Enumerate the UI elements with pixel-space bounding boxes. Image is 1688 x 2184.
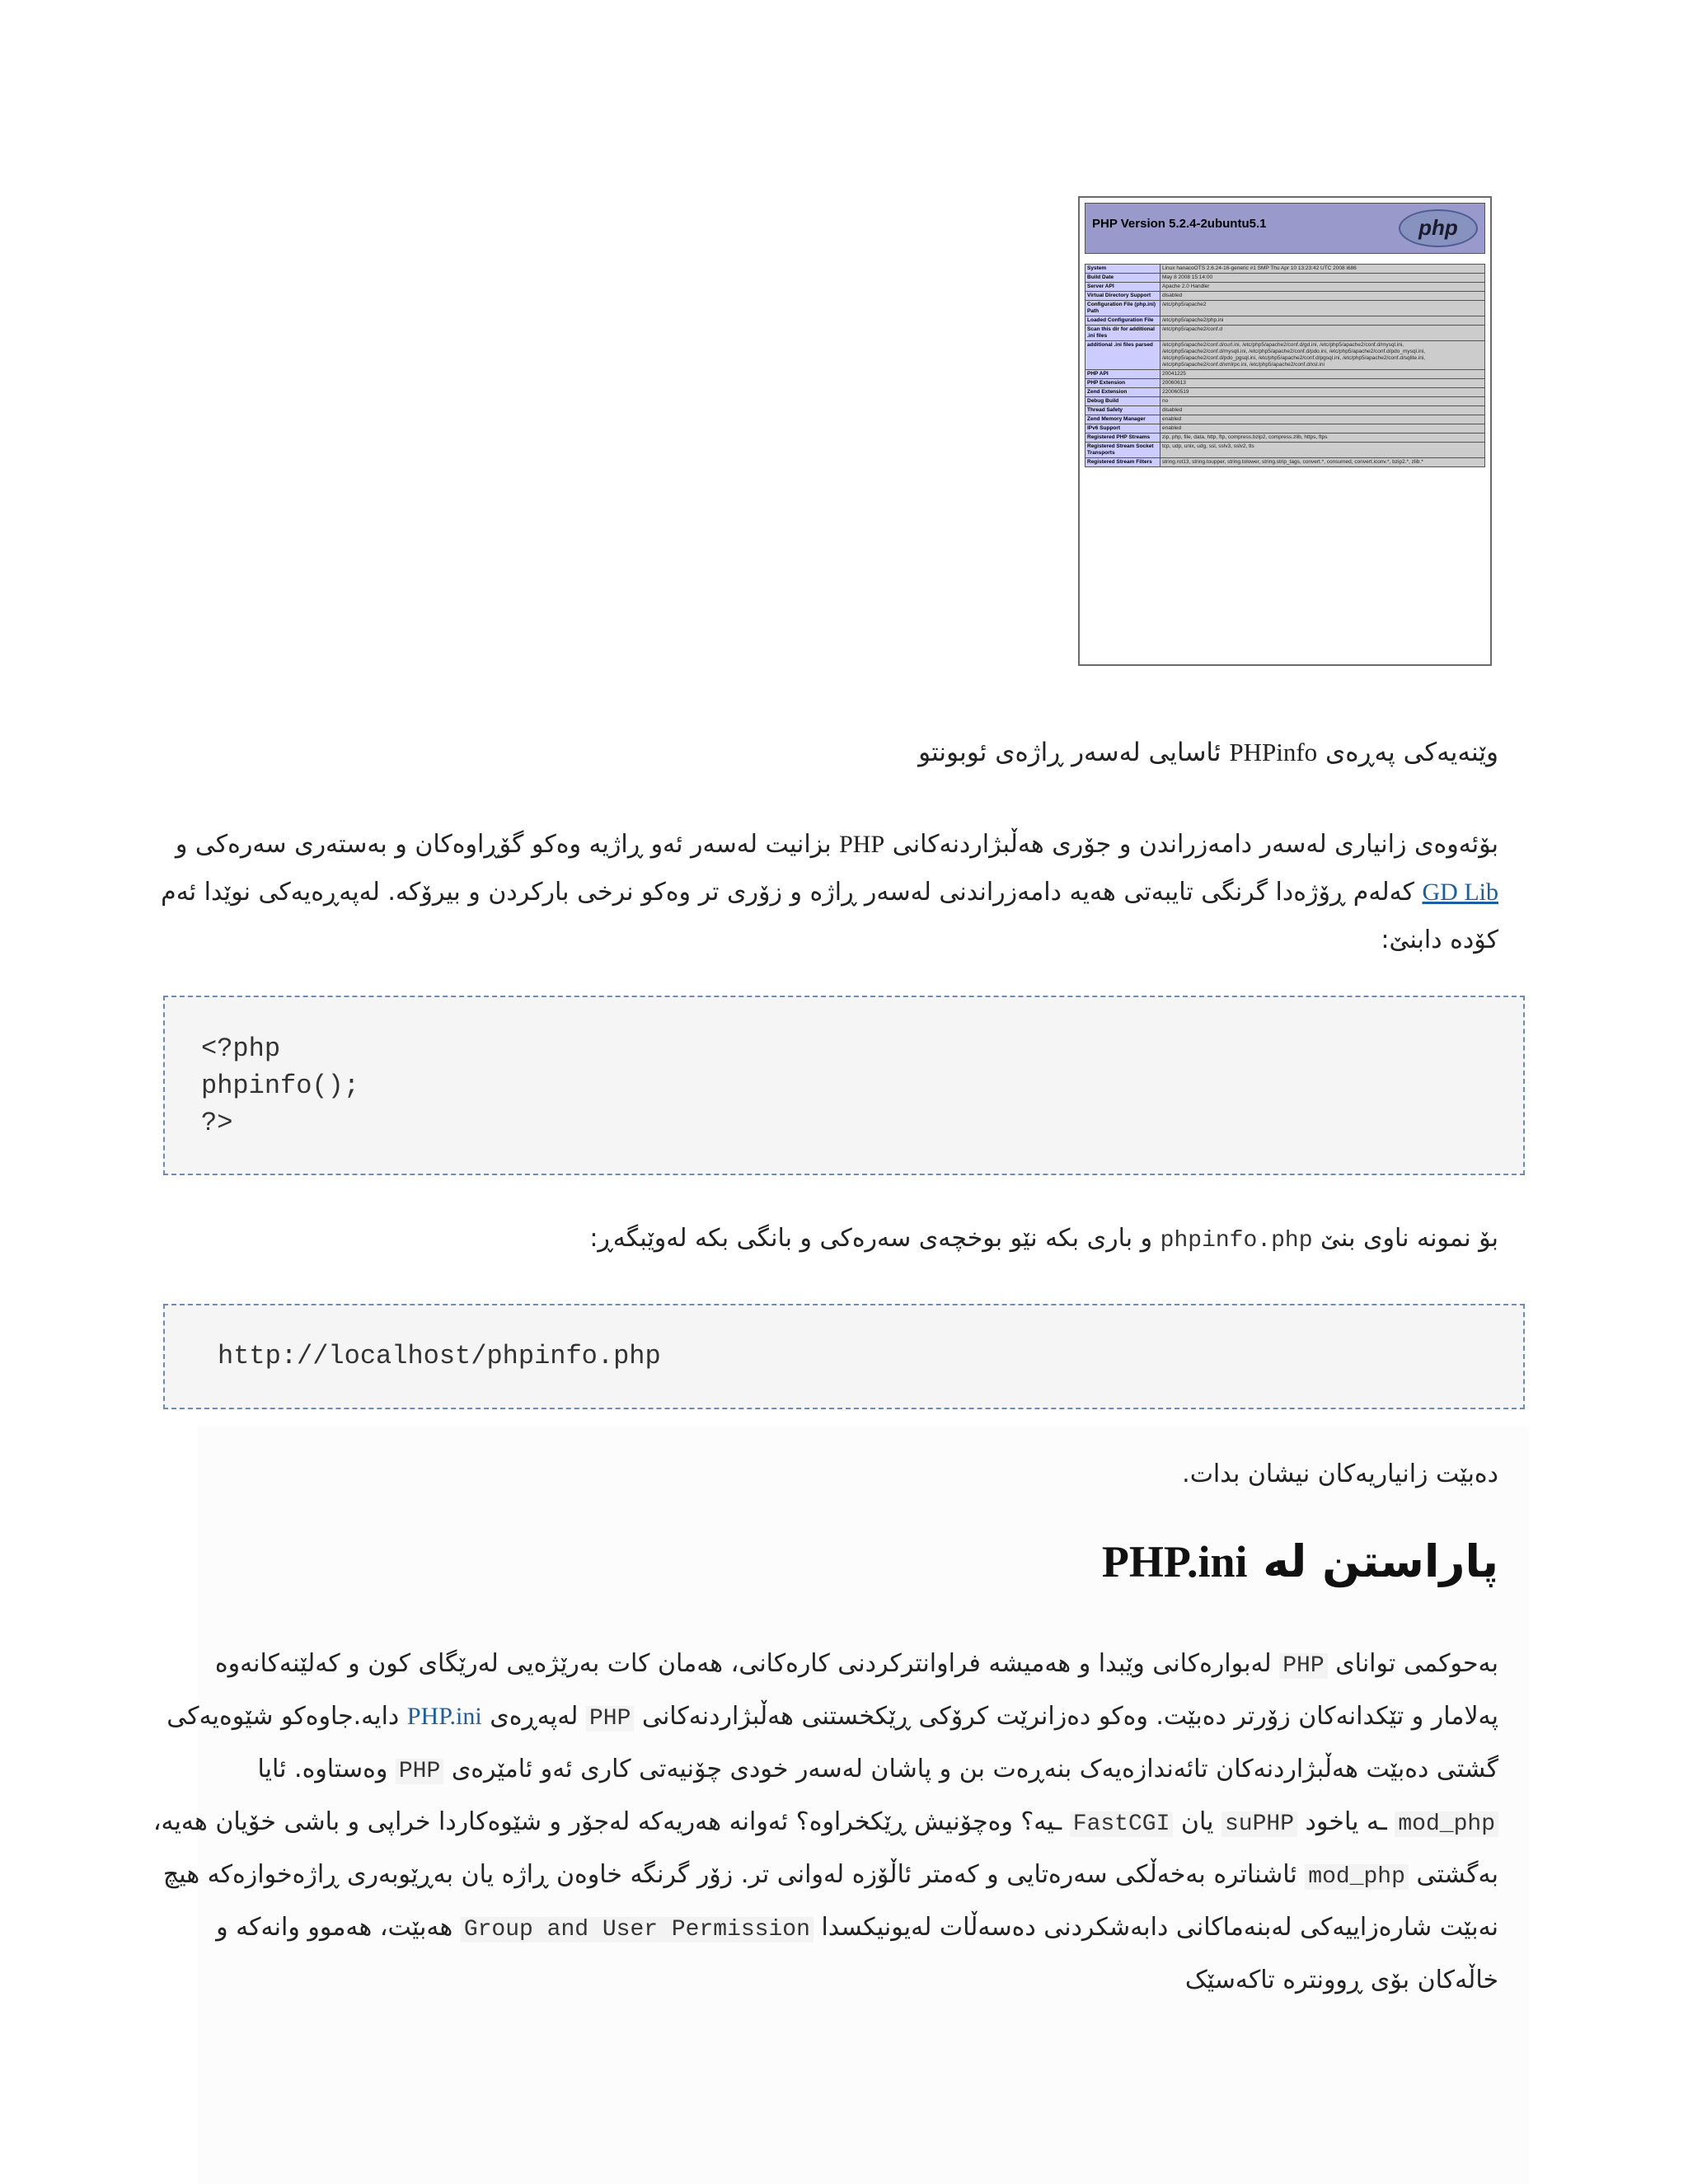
phpinfo-version-title: PHP Version 5.2.4-2ubuntu5.1 — [1092, 217, 1267, 231]
phpinfo-row — [1085, 283, 1485, 292]
phpinfo-value: Linux hanacoOTS 2.6.24-16-generic #1 SMP Thu Apr 10 13:23:42 UTC 2008 i686 — [1160, 265, 1485, 274]
section-heading — [1102, 1525, 1498, 1599]
phpinfo-value: enabled — [1160, 415, 1485, 424]
phpinfo-value: zip, php, file, data, http, ftp, compress.bzip2, compress.zlib, https, ftps — [1160, 434, 1485, 443]
phpinfo-row — [1085, 434, 1485, 443]
phpinfo-value: string.rot13, string.toupper, string.tolower, string.strip_tags, convert.*, consumed, convert.iconv.*, bzip2.*, zlib.* — [1160, 458, 1485, 467]
phpinfo-header — [1085, 203, 1485, 254]
result-paragraph: دەبێت زانیاریەکان نیشان بدات. — [1182, 1460, 1498, 1488]
security-text: ـە یاخود — [1297, 1807, 1395, 1836]
url-code-block: http://localhost/phpinfo.php — [163, 1304, 1525, 1409]
intro-text-2: بزانیت لەسەر ئەو ڕاژیە وەکو گۆڕاوەکان و بەستەری سەرەکی و — [175, 830, 840, 859]
phpinfo-key: Loaded Configuration File — [1085, 316, 1160, 326]
php-ini-link[interactable]: PHP.ini — [406, 1703, 482, 1730]
php-code-block — [163, 996, 1525, 1175]
phpinfo-key: Virtual Directory Support — [1085, 292, 1160, 301]
inline-code: suPHP — [1221, 1811, 1297, 1837]
security-text: هەبێت، هەموو وانەکە و خاڵەکان بۆی ڕوونترە تاکەسێک — [216, 1913, 1498, 1994]
phpinfo-key: PHP Extension — [1085, 379, 1160, 388]
phpinfo-row — [1085, 388, 1485, 397]
security-text: وەستاوە. ئایا — [257, 1755, 396, 1783]
phpinfo-row — [1085, 406, 1485, 415]
phpinfo-table — [1085, 264, 1485, 467]
phpinfo-key: Thread Safety — [1085, 406, 1160, 415]
phpinfo-key: Scan this dir for additional .ini files — [1085, 326, 1160, 341]
security-text: دایە.جاوەکو شێوەیەکی گشتی دەبێت هەڵبژاردنەکان تائەندازەیەک بنەڕەت بن و پاشان لەسەر خودی چۆنیەتی کاری ئەو ئامێرەی — [166, 1702, 1498, 1783]
phpinfo-value: enabled — [1160, 424, 1485, 434]
save-text-1: بۆ نمونە ناوی بنێ — [1312, 1224, 1498, 1253]
phpinfo-row — [1085, 415, 1485, 424]
security-text: یان — [1173, 1807, 1221, 1836]
caption-text-end: ئاسایی لەسەر ڕاژەی ئوبونتو — [918, 738, 1230, 767]
phpinfo-row — [1085, 397, 1485, 406]
intro-php: PHP — [839, 831, 885, 858]
heading-prefix: پاراستن لە — [1247, 1535, 1498, 1587]
phpinfo-value: Apache 2.0 Handler — [1160, 283, 1485, 292]
phpinfo-row — [1085, 379, 1485, 388]
phpinfo-row — [1085, 326, 1485, 341]
phpinfo-row — [1085, 424, 1485, 434]
phpinfo-key: Zend Memory Manager — [1085, 415, 1160, 424]
phpinfo-value: 20060613 — [1160, 379, 1485, 388]
security-text: بەحوکمی توانای — [1327, 1649, 1498, 1678]
phpinfo-value: /etc/php5/apache2/conf.d/curl.ini, /etc/php5/apache2/conf.d/gd.ini, /etc/php5/apache2/conf.d/mysql.ini, /etc/php5/apache2/conf.d/mysqli.ini, /etc/php5/apache2/conf.d/pdo.ini, /etc/php5/apache2/conf.d/pdo_mysql.ini, /etc/php5/apache2/conf.d/pdo_pgsql.ini, /etc/php5/apache2/conf.d/pgsql.ini, /etc/php5/apache2/conf.d/sqlite.ini, /etc/php5/apache2/conf.d/xmlrpc.ini, /etc/php5/apache2/conf.d/xsl.ini — [1160, 341, 1485, 370]
phpinfo-value: /etc/php5/apache2/php.ini — [1160, 316, 1485, 326]
save-text-2: و باری بکە نێو بوخچەی سەرەکی و بانگی بکە لەوێبگەڕ: — [589, 1224, 1160, 1253]
security-text: ئاشناترە بەخەڵکی سەرەتایی و کەمتر ئاڵۆزە لەوانی تر. زۆر گرنگە خاوەن ڕاژە یان بەڕێوبەری ڕاژەخوازەکە هیچ نەبێت شارەزاییەکی لەبنەماکانی دابەشکردنی دەسەڵات لەیونیکسدا — [162, 1860, 1498, 1942]
phpinfo-key: Server API — [1085, 283, 1160, 292]
security-text: لەپەڕەی — [481, 1702, 586, 1731]
phpinfo-key: PHP API — [1085, 370, 1160, 379]
phpinfo-key: Zend Extension — [1085, 388, 1160, 397]
heading-php-ini: PHP.ini — [1101, 1537, 1248, 1586]
phpinfo-row — [1085, 265, 1485, 274]
phpinfo-value: tcp, udp, unix, udg, ssl, sslv3, sslv2, tls — [1160, 443, 1485, 458]
code-line: ?> — [201, 1108, 233, 1138]
intro-text-3: کەلەم ڕۆژەدا گرنگی تایبەتی هەیە دامەزراندنی لەسەر ڕاژە و زۆری تر وەکو نرخی بارکردن و بیرۆکە. لەپەڕەیەکی نوێدا ئەم کۆدە دابنێ: — [161, 878, 1498, 954]
code-line: phpinfo(); — [201, 1071, 360, 1101]
phpinfo-row — [1085, 370, 1485, 379]
phpinfo-key: Build Date — [1085, 274, 1160, 283]
phpinfo-key: System — [1085, 265, 1160, 274]
phpinfo-value: /etc/php5/apache2/conf.d — [1160, 326, 1485, 341]
figure-caption — [262, 732, 1498, 773]
phpinfo-key: Registered PHP Streams — [1085, 434, 1160, 443]
security-paragraph — [147, 1638, 1498, 2005]
phpinfo-value: disabled — [1160, 406, 1485, 415]
security-text: ـیە؟ وەچۆنیش ڕێکخراوە؟ ئەوانە هەریەکە لەجۆر و شێوەکاردا خراپی و باشی خۆیان هەیە، بەگشتی — [152, 1807, 1498, 1889]
save-file-paragraph — [147, 1215, 1498, 1265]
phpinfo-value: 20041225 — [1160, 370, 1485, 379]
inline-code: PHP — [396, 1759, 443, 1784]
phpinfo-row — [1085, 274, 1485, 283]
phpinfo-value: disabled — [1160, 292, 1485, 301]
phpinfo-filename: phpinfo.php — [1160, 1228, 1313, 1254]
phpinfo-key: additional .ini files parsed — [1085, 341, 1160, 370]
phpinfo-value: /etc/php5/apache2 — [1160, 301, 1485, 316]
phpinfo-value: 220060519 — [1160, 388, 1485, 397]
phpinfo-row — [1085, 458, 1485, 467]
code-line: <?php — [201, 1033, 281, 1064]
phpinfo-row — [1085, 443, 1485, 458]
phpinfo-key: Registered Stream Socket Transports — [1085, 443, 1160, 458]
inline-code: Group and User Permission — [461, 1917, 814, 1943]
phpinfo-value: May 8 2008 15:14:00 — [1160, 274, 1485, 283]
phpinfo-row — [1085, 292, 1485, 301]
inline-code: PHP — [586, 1706, 634, 1732]
php-logo: php — [1399, 209, 1478, 247]
intro-text-1: بۆئەوەی زانیاری لەسەر دامەزراندن و جۆری هەڵبژاردنەکانی — [884, 830, 1498, 859]
phpinfo-row — [1085, 316, 1485, 326]
phpinfo-value: no — [1160, 397, 1485, 406]
inline-code: PHP — [1279, 1653, 1327, 1679]
phpinfo-key: Configuration File (php.ini) Path — [1085, 301, 1160, 316]
phpinfo-key: Registered Stream Filters — [1085, 458, 1160, 467]
caption-text-start: وێنەیەکی پەڕەی — [1317, 738, 1498, 767]
phpinfo-key: Debug Build — [1085, 397, 1160, 406]
intro-paragraph — [147, 821, 1498, 964]
inline-code: mod_php — [1395, 1811, 1498, 1837]
caption-phpinfo: PHPinfo — [1229, 738, 1318, 766]
inline-code: mod_php — [1305, 1864, 1409, 1890]
inline-code: FastCGI — [1070, 1811, 1174, 1837]
security-text: لەبوارەکانی وێبدا و هەمیشە فراوانترکردنی کارەکانی، هەمان کات بەرێژەیی لەرێگای کون و کەلێنەکانەوە پەلامار و تێکدانەکان زۆرتر دەبێت. وەکو دەزانرێت کرۆکی ڕێکخستنی هەڵبژاردنەکانی — [214, 1649, 1498, 1731]
phpinfo-row — [1085, 341, 1485, 370]
gd-lib-link[interactable]: GD Lib — [1422, 879, 1498, 906]
phpinfo-screenshot — [1078, 196, 1492, 666]
phpinfo-row — [1085, 301, 1485, 316]
phpinfo-key: IPv6 Support — [1085, 424, 1160, 434]
